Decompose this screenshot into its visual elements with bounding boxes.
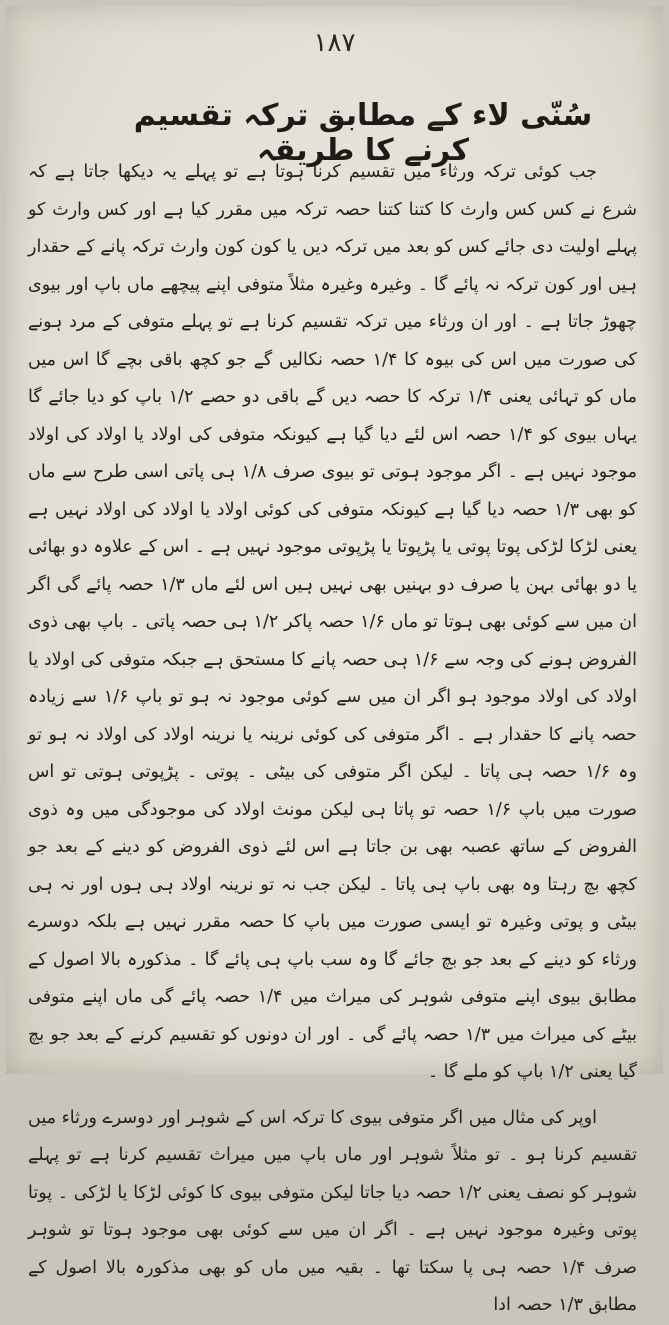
paragraph-2: اوپر کی مثال میں اگر متوفی بیوی کا ترکہ اس کے شوہر اور دوسرے ورثاء میں تقسیم کرنا ہو ۔ تو مثلاً شوہر اور ماں باپ میں میراث تقسیم کرنا ہے تو پہلے شوہر کو نصف یعنی ۱/۲ حصہ دیا جاتا لیکن متوفی بیوی کا کوئی لڑکا یا لڑکی ۔ پوتا پوتی وغیرہ موجود نہیں ہے ۔ اگر ان میں سے کوئی بھی موجود ہوتا تو شوہر صرف ۱/۴ حصہ ہی پا سکتا تھا ۔ بقیہ میں ماں کو بھی مذکورہ بالا اصول کے مطابق ۱/۳ حصہ ادا [28, 1107, 637, 1315]
chapter-heading: سُنّی لاء کے مطابق ترکہ تقسیم کرنے کا طریقہ [133, 98, 593, 168]
book-page [6, 6, 663, 1315]
page-number: ۱۸۷ [313, 28, 356, 58]
paragraph-1: جب کوئی ترکہ ورثاء میں تقسیم کرنا ہوتا ہے تو پہلے یہ دیکھا جاتا ہے کہ شرع نے کس کس وارث کا کتنا کتنا حصہ ترکہ میں مقرر کیا ہے اور کس وارث کو پہلے اولیت دی جائے کس کو بعد میں ترکہ دیں یا کون کون وارث ترکہ پانے کے حقدار ہیں اور کون ترکہ نہ پائے گا ۔ وغیرہ وغیرہ مثلاً متوفی اپنے پیچھے ماں باپ اور بیوی چھوڑ جاتا ہے ۔ اور ان ورثاء میں ترکہ تقسیم کرنا ہے تو پہلے متوفی کے مرد ہونے کی صورت میں اس کی بیوہ کا ۱/۴ حصہ نکالیں گے جو کچھ باقی بچے گا اس میں ماں کو تہائی یعنی ۱/۴ ترکہ کا حصہ دیں گے باقی دو حصے ۱/۲ باپ کو دیا جائے گا یہاں بیوی کو ۱/۴ حصہ اس لئے دیا گیا ہے کیونکہ متوفی کی اولاد یا اولاد کی اولاد موجود نہیں ہے ۔ اگر موجود ہوتی تو بیوی صرف ۱/۸ ہی پاتی اسی طرح سے ماں کو بھی ۱/۳ حصہ دیا گیا ہے کیونکہ متوفی کی کوئی اولاد یا اولاد کی اولاد نہیں ہے یعنی لڑکا لڑکی پوتا پوتی یا پڑپوتا یا پڑپوتی موجود نہیں ہے ۔ اس کے علاوہ دو بھائی یا دو بھائی بہن یا صرف دو بہنیں بھی نہیں ہیں اس لئے ماں ۱/۳ حصہ پائے گی اگر ان میں سے کوئی بھی ہوتا تو ماں ۱/۶ حصہ پاکر ۱/۲ ہی حصہ پاتی ۔ باپ بھی ذوی الفروض ہونے کی وجہ سے ۱/۶ ہی حصہ پانے کا مستحق ہے جبکہ متوفی کی اولاد یا اولاد کی اولاد موجود ہو اگر ان میں سے کوئی موجود نہ ہو تو باپ ۱/۶ سے زیادہ حصہ پانے کا حقدار ہے ۔ اگر متوفی کی کوئی نرینہ یا نرینہ اولاد کی اولاد نہ ہو تو وہ ۱/۶ حصہ ہی پاتا ۔ لیکن اگر متوفی کی بیٹی ۔ پوتی ۔ پڑپوتی ہوتی تو اس صورت میں باپ ۱/۶ حصہ تو پاتا ہی لیکن مونث اولاد کی موجودگی میں وہ ذوی الفروض کے ساتھ عصبہ بھی بن جاتا ہے اس لئے ذوی الفروض کو دینے کے بعد جو کچھ بچ رہتا وہ بھی باپ ہی پاتا ۔ لیکن جب نہ تو نرینہ اولاد ہی ہوں اور نہ ہی بیٹی و پوتی وغیرہ تو ایسی صورت میں باپ کا حصہ مقرر نہیں ہے بلکہ دوسرے ورثاء کو دینے کے بعد جو بچ جائے گا وہ سب باپ ہی پائے گا ۔ مذکورہ بالا اصول کے مطابق بیوی اپنے متوفی شوہر کی میراث میں ۱/۴ حصہ پائے گی ماں اپنے متوفی بیٹے کی میراث میں ۱/۳ حصہ پائے گی ۔ اور ان دونوں کو تقسیم کرنے کے بعد جو بچ گیا یعنی ۱/۲ باپ کو ملے گا ۔ [28, 162, 638, 1082]
body-text [28, 154, 637, 1325]
